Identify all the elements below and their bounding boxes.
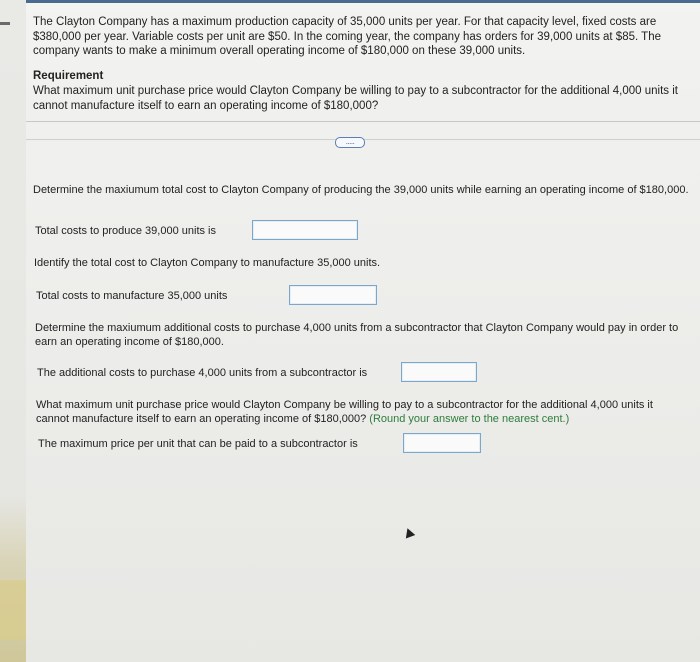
additional-cost-4000-input[interactable] bbox=[401, 362, 477, 382]
step4-label: The maximum price per unit that can be paid to a subcontractor is bbox=[38, 438, 358, 450]
total-cost-39000-input[interactable] bbox=[252, 220, 358, 240]
step2-prompt: Identify the total cost to Clayton Company to manufacture 35,000 units. bbox=[34, 257, 381, 269]
edge-notch bbox=[0, 22, 10, 25]
rounding-note: (Round your answer to the nearest cent.) bbox=[369, 413, 570, 425]
divider bbox=[26, 121, 700, 122]
requirement-text: What maximum unit purchase price would Clayton Company be willing to pay to a subcontractor for the additional 4,000 units it cannot manufacture itself to earn an operating income of $180,000? bbox=[33, 85, 678, 112]
edge-highlight bbox=[0, 580, 26, 640]
top-border bbox=[26, 0, 700, 3]
step3-label: The additional costs to purchase 4,000 units from a subcontractor is bbox=[37, 367, 368, 379]
total-cost-35000-input[interactable] bbox=[289, 285, 377, 305]
step1-label: Total costs to produce 39,000 units is bbox=[35, 225, 216, 237]
problem-statement: The Clayton Company has a maximum production capacity of 35,000 units per year. For that capacity level, fixed costs are $380,000 per year. Variable costs per unit are $50. In the coming year, the company has orders for 39,000 units at $85. The company wants to make a minimum overall operating income of $180,000 on these 39,000 units. bbox=[33, 16, 661, 57]
step1-prompt: Determine the maxiumum total cost to Clayton Company of producing the 39,000 units while earning an operating income of $180,000. bbox=[33, 184, 689, 196]
step3-prompt: Determine the maxiumum additional costs to purchase 4,000 units from a subcontractor that Clayton Company would pay in order to earn an operating income of $180,000. bbox=[35, 322, 679, 348]
step4-prompt bbox=[36, 398, 676, 426]
step2-label: Total costs to manufacture 35,000 units bbox=[36, 290, 228, 302]
expand-button[interactable]: ..... bbox=[335, 137, 365, 148]
step4-prompt-main: What maximum unit purchase price would Clayton Company be willing to pay to a subcontractor for the additional 4,000 units it cannot manufacture itself to earn an operating income of $180,000? bbox=[36, 399, 653, 425]
max-price-per-unit-input[interactable] bbox=[403, 433, 481, 453]
requirement-title: Requirement bbox=[33, 70, 104, 82]
left-edge-strip bbox=[0, 0, 26, 662]
